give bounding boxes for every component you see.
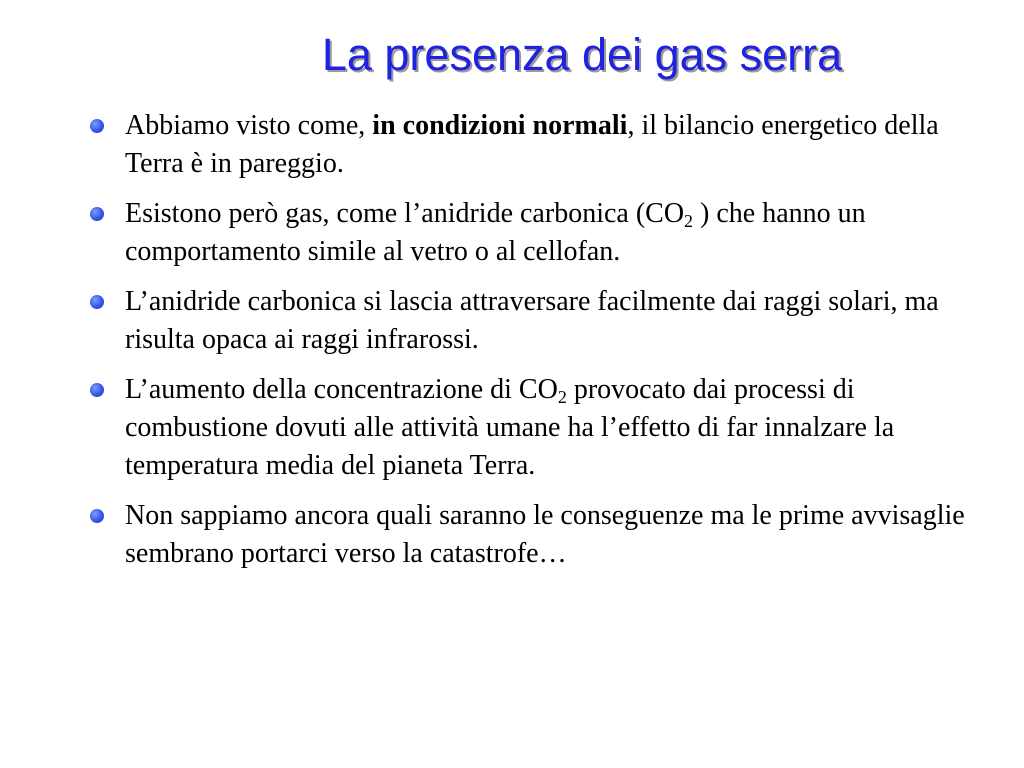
bullet-text-before: L’aumento della concentrazione di CO [125, 374, 558, 405]
bullet-dot-icon [90, 119, 104, 133]
bullet-text-after: provocato dai processi di combustione dovuti alle attività umane ha l’effetto di far innalzare la temperatura media del pianeta Terra. [125, 374, 895, 481]
bullet-text: Non sappiamo ancora quali saranno le conseguenze ma le prime avvisaglie sembrano portarci verso la catastrofe… [125, 500, 965, 569]
bullet-item [125, 497, 995, 573]
bullet-item [125, 283, 995, 359]
subscript: 2 [684, 211, 694, 231]
bullet-dot-icon [90, 509, 104, 523]
bullet-dot-icon [90, 295, 104, 309]
bullet-list [125, 107, 995, 585]
bullet-item [125, 195, 995, 271]
bullet-text: L’anidride carbonica si lascia attraversare facilmente dai raggi solari, ma risulta opaca ai raggi infrarossi. [125, 286, 939, 355]
bullet-text-bold: in condizioni normali [372, 110, 628, 141]
bullet-text-after: ) che hanno un comportamento simile al vetro o al cellofan. [125, 198, 866, 267]
bullet-text-before: Abbiamo visto come, [125, 110, 373, 141]
bullet-item [125, 371, 995, 485]
subscript: 2 [557, 387, 567, 407]
bullet-text-before: Esistono però gas, come l’anidride carbonica (CO [125, 198, 685, 229]
bullet-dot-icon [90, 383, 104, 397]
bullet-text-after: , il bilancio energetico della Terra è in pareggio. [125, 110, 939, 179]
slide-title: La presenza dei gas serra [321, 29, 843, 80]
bullet-dot-icon [90, 207, 104, 221]
bullet-item [125, 107, 995, 183]
